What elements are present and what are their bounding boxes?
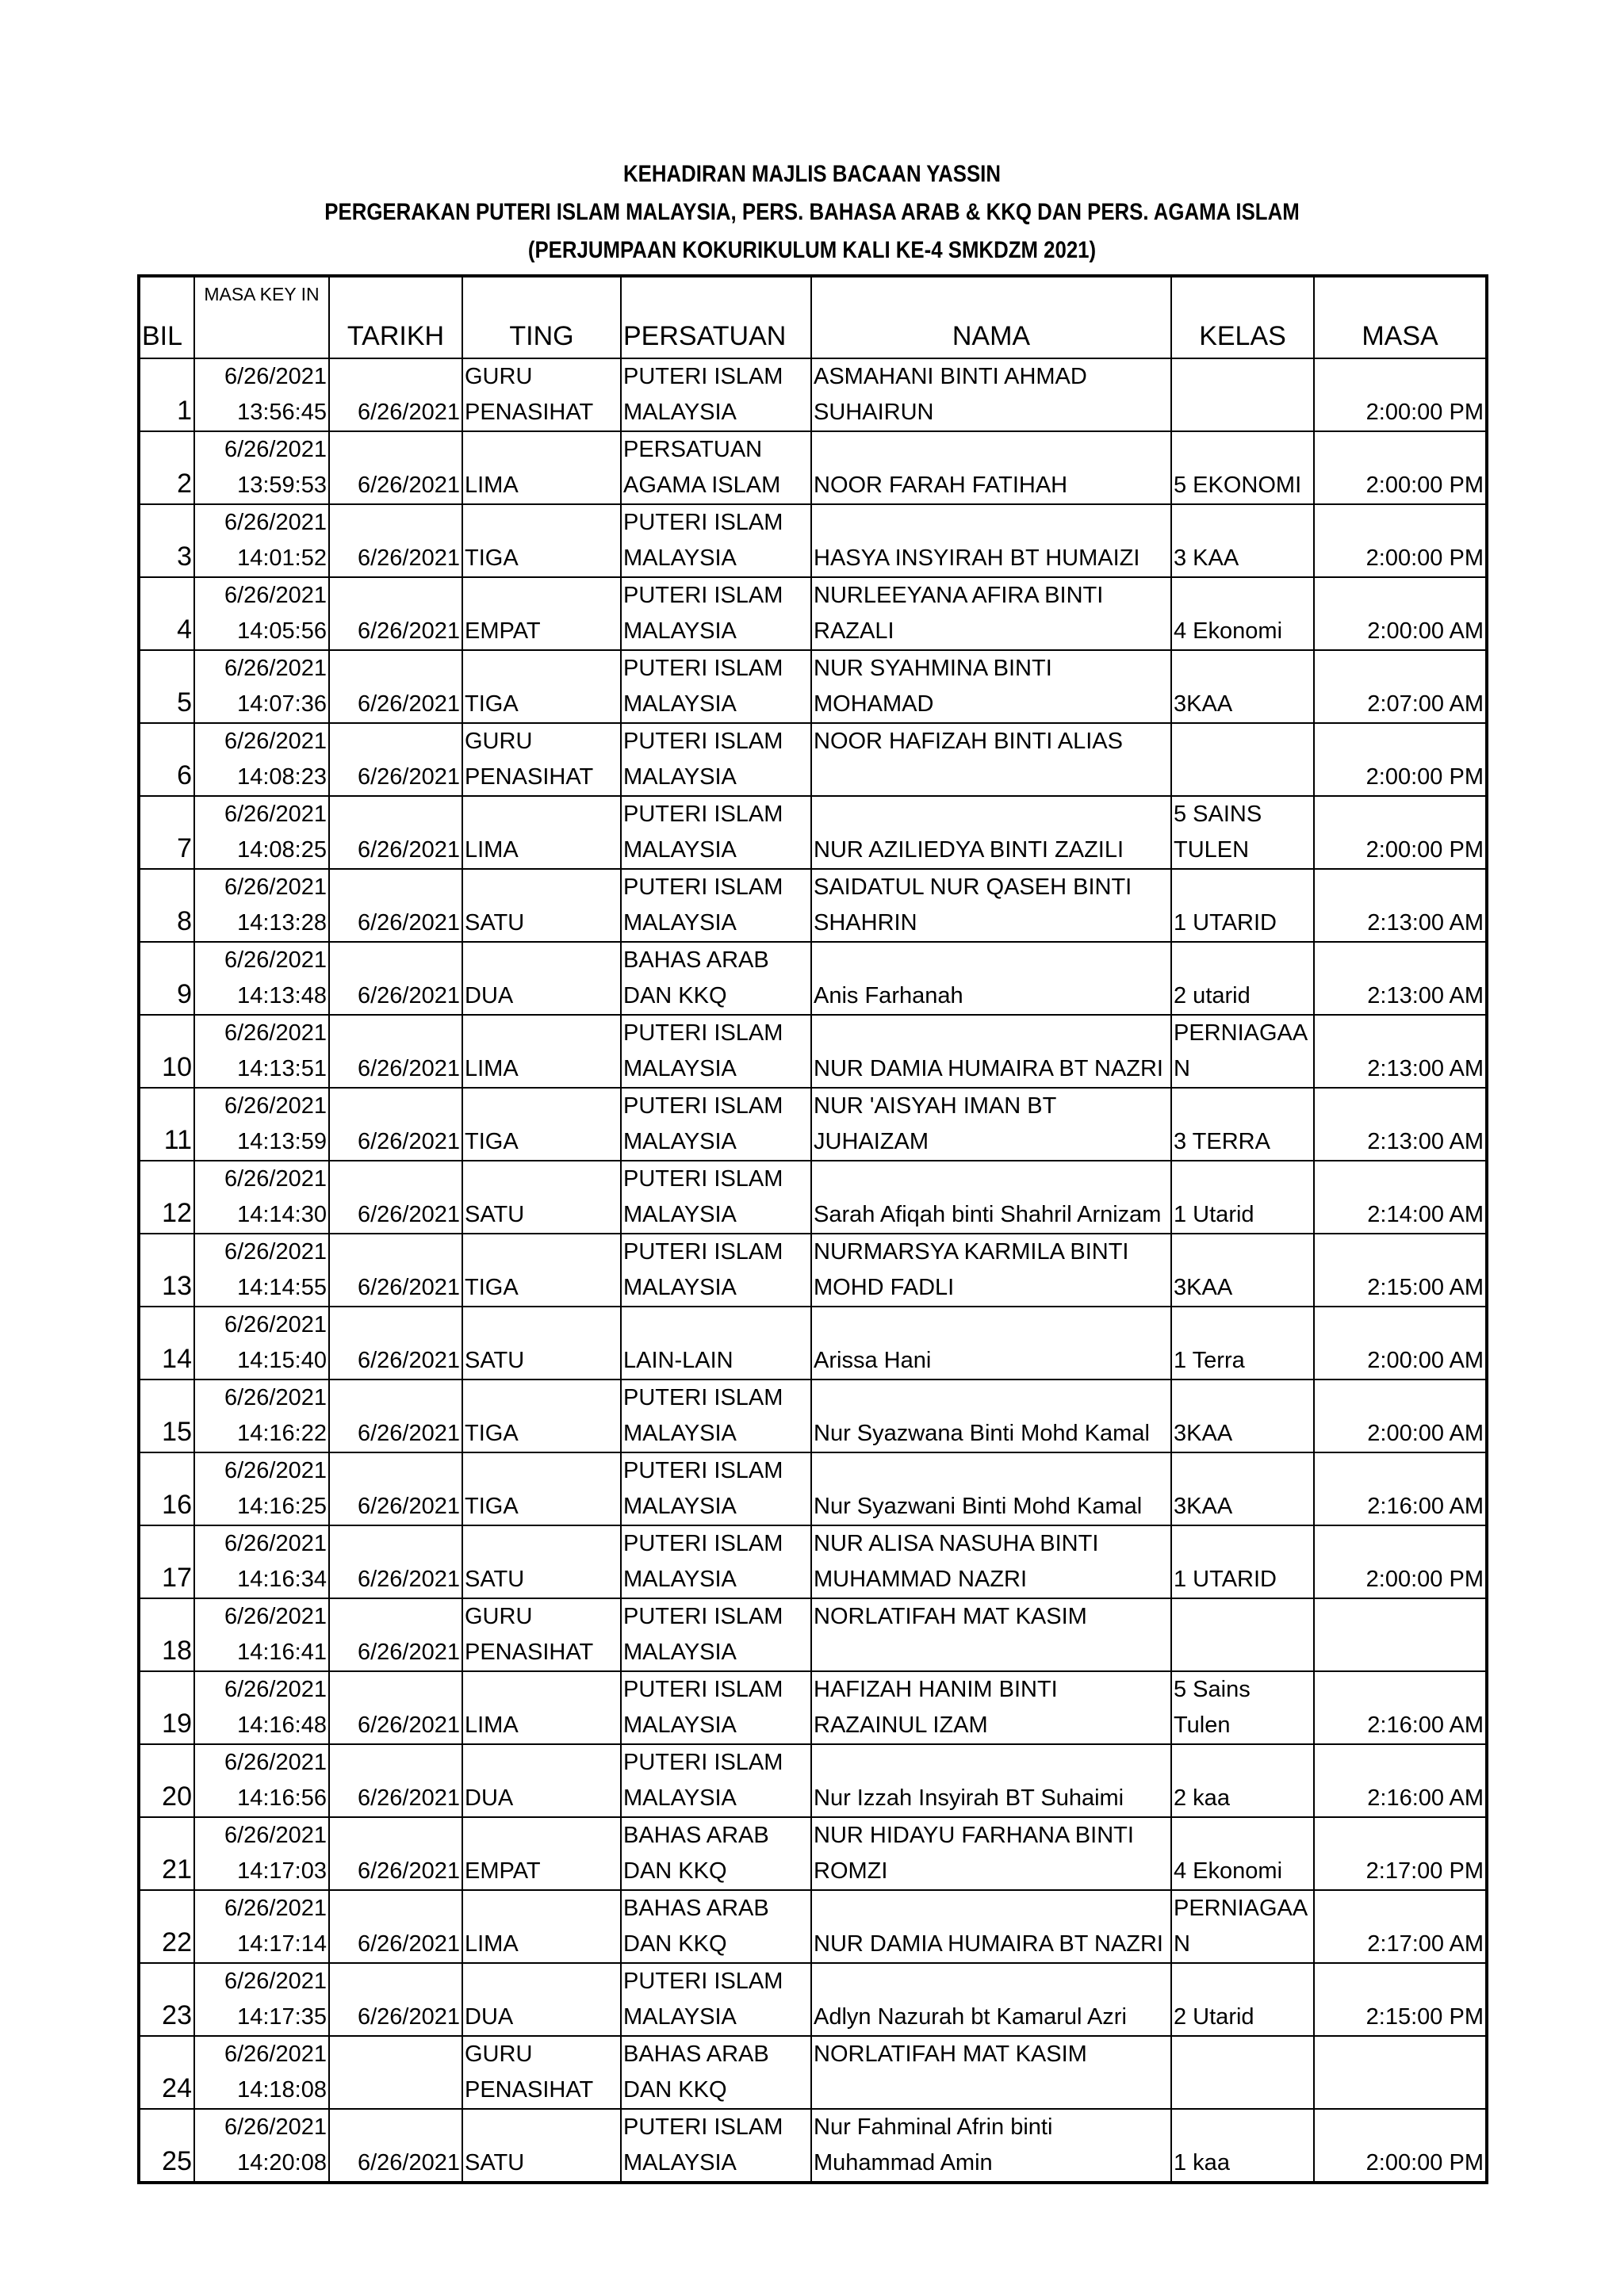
cell-masa-key-in: 6/26/2021 14:13:48 (194, 942, 329, 1015)
cell-nama: NUR HIDAYU FARHANA BINTI ROMZI (811, 1817, 1171, 1890)
cell-kelas: 3 KAA (1171, 504, 1314, 577)
cell-masa: 2:15:00 PM (1314, 1963, 1487, 2036)
cell-nama: Nur Syazwani Binti Mohd Kamal (811, 1452, 1171, 1525)
cell-tarikh: 6/26/2021 (329, 1380, 462, 1452)
header-row (139, 276, 1487, 358)
col-ting: TING (462, 276, 621, 358)
cell-tarikh: 6/26/2021 (329, 1963, 462, 2036)
cell-kelas: 3 TERRA (1171, 1088, 1314, 1161)
cell-ting: SATU (462, 869, 621, 942)
cell-persatuan: LAIN-LAIN (621, 1307, 811, 1380)
cell-ting: DUA (462, 1744, 621, 1817)
table-row (139, 1817, 1487, 1890)
table-row (139, 1525, 1487, 1598)
cell-persatuan: PUTERI ISLAM MALAYSIA (621, 1088, 811, 1161)
cell-persatuan: BAHAS ARAB DAN KKQ (621, 942, 811, 1015)
cell-bil: 8 (139, 869, 194, 942)
cell-masa-key-in: 6/26/2021 14:14:55 (194, 1234, 329, 1307)
cell-masa-key-in: 6/26/2021 14:05:56 (194, 577, 329, 650)
col-nama: NAMA (811, 276, 1171, 358)
cell-nama: Sarah Afiqah binti Shahril Arnizam (811, 1161, 1171, 1234)
cell-masa: 2:00:00 AM (1314, 1307, 1487, 1380)
cell-persatuan: BAHAS ARAB DAN KKQ (621, 1817, 811, 1890)
cell-nama: NOOR FARAH FATIHAH (811, 431, 1171, 504)
cell-tarikh: 6/26/2021 (329, 1671, 462, 1744)
cell-ting: LIMA (462, 796, 621, 869)
table-row (139, 942, 1487, 1015)
cell-kelas: 2 Utarid (1171, 1963, 1314, 2036)
table-row (139, 358, 1487, 431)
cell-ting: LIMA (462, 431, 621, 504)
cell-persatuan: PUTERI ISLAM MALAYSIA (621, 1234, 811, 1307)
title-line-2: PERGERAKAN PUTERI ISLAM MALAYSIA, PERS. BAHASA ARAB & KKQ DAN PERS. AGAMA ISLAM (324, 199, 1300, 225)
cell-nama: Nur Fahminal Afrin binti Muhammad Amin (811, 2109, 1171, 2183)
table-row (139, 1744, 1487, 1817)
cell-masa-key-in: 6/26/2021 14:18:08 (194, 2036, 329, 2109)
cell-bil: 15 (139, 1380, 194, 1452)
cell-kelas: 4 Ekonomi (1171, 1817, 1314, 1890)
table-row (139, 431, 1487, 504)
cell-masa-key-in: 6/26/2021 14:13:28 (194, 869, 329, 942)
cell-bil: 9 (139, 942, 194, 1015)
cell-masa: 2:17:00 AM (1314, 1890, 1487, 1963)
cell-ting: TIGA (462, 650, 621, 723)
cell-masa-key-in: 6/26/2021 14:17:14 (194, 1890, 329, 1963)
cell-bil: 4 (139, 577, 194, 650)
cell-nama: Nur Izzah Insyirah BT Suhaimi (811, 1744, 1171, 1817)
cell-nama: NUR ALISA NASUHA BINTI MUHAMMAD NAZRI (811, 1525, 1171, 1598)
cell-nama: Arissa Hani (811, 1307, 1171, 1380)
cell-masa: 2:00:00 PM (1314, 1525, 1487, 1598)
cell-masa (1314, 2036, 1487, 2109)
cell-ting: GURU PENASIHAT (462, 2036, 621, 2109)
cell-tarikh: 6/26/2021 (329, 723, 462, 796)
cell-bil: 12 (139, 1161, 194, 1234)
cell-masa: 2:16:00 AM (1314, 1671, 1487, 1744)
cell-nama: SAIDATUL NUR QASEH BINTI SHAHRIN (811, 869, 1171, 942)
cell-masa: 2:16:00 AM (1314, 1744, 1487, 1817)
cell-kelas: 3KAA (1171, 1234, 1314, 1307)
cell-masa (1314, 1598, 1487, 1671)
cell-nama: NURLEEYANA AFIRA BINTI RAZALI (811, 577, 1171, 650)
cell-tarikh: 6/26/2021 (329, 1598, 462, 1671)
cell-tarikh: 6/26/2021 (329, 431, 462, 504)
cell-ting: LIMA (462, 1671, 621, 1744)
cell-masa: 2:00:00 AM (1314, 577, 1487, 650)
cell-ting: DUA (462, 942, 621, 1015)
cell-kelas: 4 Ekonomi (1171, 577, 1314, 650)
cell-masa-key-in: 6/26/2021 14:16:56 (194, 1744, 329, 1817)
cell-nama: Anis Farhanah (811, 942, 1171, 1015)
cell-ting: LIMA (462, 1015, 621, 1088)
attendance-table (137, 274, 1488, 2184)
table-row (139, 1234, 1487, 1307)
cell-nama: NUR 'AISYAH IMAN BT JUHAIZAM (811, 1088, 1171, 1161)
cell-masa-key-in: 6/26/2021 14:13:51 (194, 1015, 329, 1088)
cell-kelas: 1 kaa (1171, 2109, 1314, 2183)
cell-bil: 10 (139, 1015, 194, 1088)
cell-ting: TIGA (462, 1234, 621, 1307)
cell-bil: 2 (139, 431, 194, 504)
cell-masa-key-in: 6/26/2021 14:08:23 (194, 723, 329, 796)
cell-bil: 5 (139, 650, 194, 723)
cell-nama: NORLATIFAH MAT KASIM (811, 2036, 1171, 2109)
cell-ting: SATU (462, 2109, 621, 2183)
cell-tarikh: 6/26/2021 (329, 358, 462, 431)
cell-bil: 23 (139, 1963, 194, 2036)
cell-persatuan: PERSATUAN AGAMA ISLAM (621, 431, 811, 504)
cell-masa: 2:00:00 AM (1314, 1380, 1487, 1452)
cell-ting: TIGA (462, 1088, 621, 1161)
cell-persatuan: PUTERI ISLAM MALAYSIA (621, 1015, 811, 1088)
cell-masa-key-in: 6/26/2021 14:14:30 (194, 1161, 329, 1234)
cell-ting: SATU (462, 1525, 621, 1598)
cell-kelas: PERNIAGAA N (1171, 1890, 1314, 1963)
cell-masa-key-in: 6/26/2021 14:16:41 (194, 1598, 329, 1671)
cell-tarikh: 6/26/2021 (329, 1015, 462, 1088)
cell-masa-key-in: 6/26/2021 14:20:08 (194, 2109, 329, 2183)
cell-masa-key-in: 6/26/2021 14:13:59 (194, 1088, 329, 1161)
table-row (139, 869, 1487, 942)
cell-masa: 2:13:00 AM (1314, 869, 1487, 942)
cell-nama: NURMARSYA KARMILA BINTI MOHD FADLI (811, 1234, 1171, 1307)
cell-tarikh: 6/26/2021 (329, 1161, 462, 1234)
cell-kelas (1171, 723, 1314, 796)
cell-tarikh: 6/26/2021 (329, 1525, 462, 1598)
table-row (139, 577, 1487, 650)
table-row (139, 1015, 1487, 1088)
cell-tarikh: 6/26/2021 (329, 942, 462, 1015)
cell-bil: 3 (139, 504, 194, 577)
cell-bil: 7 (139, 796, 194, 869)
cell-nama: NOOR HAFIZAH BINTI ALIAS (811, 723, 1171, 796)
document-title-block (0, 155, 1624, 270)
cell-bil: 14 (139, 1307, 194, 1380)
cell-bil: 16 (139, 1452, 194, 1525)
col-persatuan: PERSATUAN (621, 276, 811, 358)
cell-tarikh: 6/26/2021 (329, 1452, 462, 1525)
cell-masa: 2:17:00 PM (1314, 1817, 1487, 1890)
table-row (139, 1161, 1487, 1234)
cell-persatuan: PUTERI ISLAM MALAYSIA (621, 1671, 811, 1744)
cell-nama: NUR DAMIA HUMAIRA BT NAZRI (811, 1015, 1171, 1088)
cell-bil: 20 (139, 1744, 194, 1817)
cell-tarikh: 6/26/2021 (329, 1890, 462, 1963)
cell-masa: 2:00:00 PM (1314, 796, 1487, 869)
cell-masa: 2:00:00 PM (1314, 2109, 1487, 2183)
table-row (139, 1452, 1487, 1525)
cell-kelas: PERNIAGAA N (1171, 1015, 1314, 1088)
cell-bil: 25 (139, 2109, 194, 2183)
cell-persatuan: PUTERI ISLAM MALAYSIA (621, 1161, 811, 1234)
cell-ting: GURU PENASIHAT (462, 358, 621, 431)
table-row (139, 1671, 1487, 1744)
cell-tarikh: 6/26/2021 (329, 577, 462, 650)
cell-bil: 24 (139, 2036, 194, 2109)
cell-tarikh: 6/26/2021 (329, 1307, 462, 1380)
cell-persatuan: BAHAS ARAB DAN KKQ (621, 1890, 811, 1963)
cell-masa-key-in: 6/26/2021 14:07:36 (194, 650, 329, 723)
cell-kelas: 1 UTARID (1171, 869, 1314, 942)
cell-masa: 2:13:00 AM (1314, 1088, 1487, 1161)
cell-nama: NORLATIFAH MAT KASIM (811, 1598, 1171, 1671)
cell-kelas (1171, 1598, 1314, 1671)
table-row (139, 650, 1487, 723)
cell-masa-key-in: 6/26/2021 14:08:25 (194, 796, 329, 869)
cell-masa-key-in: 6/26/2021 14:15:40 (194, 1307, 329, 1380)
cell-ting: TIGA (462, 1380, 621, 1452)
cell-kelas: 5 Sains Tulen (1171, 1671, 1314, 1744)
cell-masa-key-in: 6/26/2021 14:17:03 (194, 1817, 329, 1890)
table-row (139, 723, 1487, 796)
cell-kelas: 2 kaa (1171, 1744, 1314, 1817)
cell-masa-key-in: 6/26/2021 13:59:53 (194, 431, 329, 504)
cell-masa: 2:00:00 PM (1314, 431, 1487, 504)
cell-ting: TIGA (462, 504, 621, 577)
cell-masa: 2:15:00 AM (1314, 1234, 1487, 1307)
cell-tarikh: 6/26/2021 (329, 1744, 462, 1817)
cell-tarikh: 6/26/2021 (329, 650, 462, 723)
cell-ting: SATU (462, 1307, 621, 1380)
cell-persatuan: PUTERI ISLAM MALAYSIA (621, 650, 811, 723)
cell-tarikh: 6/26/2021 (329, 869, 462, 942)
table-row (139, 1307, 1487, 1380)
cell-persatuan: PUTERI ISLAM MALAYSIA (621, 1380, 811, 1452)
cell-bil: 13 (139, 1234, 194, 1307)
cell-masa-key-in: 6/26/2021 13:56:45 (194, 358, 329, 431)
cell-masa: 2:07:00 AM (1314, 650, 1487, 723)
cell-ting: TIGA (462, 1452, 621, 1525)
cell-tarikh: 6/26/2021 (329, 1817, 462, 1890)
cell-ting: GURU PENASIHAT (462, 1598, 621, 1671)
cell-nama: NUR DAMIA HUMAIRA BT NAZRI (811, 1890, 1171, 1963)
col-masa: MASA (1314, 276, 1487, 358)
cell-kelas: 5 EKONOMI (1171, 431, 1314, 504)
cell-kelas: 1 UTARID (1171, 1525, 1314, 1598)
cell-persatuan: PUTERI ISLAM MALAYSIA (621, 358, 811, 431)
cell-ting: LIMA (462, 1890, 621, 1963)
cell-masa-key-in: 6/26/2021 14:16:34 (194, 1525, 329, 1598)
cell-kelas: 2 utarid (1171, 942, 1314, 1015)
cell-ting: EMPAT (462, 577, 621, 650)
cell-persatuan: PUTERI ISLAM MALAYSIA (621, 1963, 811, 2036)
cell-nama: Nur Syazwana Binti Mohd Kamal (811, 1380, 1171, 1452)
cell-persatuan: PUTERI ISLAM MALAYSIA (621, 1598, 811, 1671)
table-row (139, 1380, 1487, 1452)
cell-persatuan: PUTERI ISLAM MALAYSIA (621, 796, 811, 869)
table-row (139, 1598, 1487, 1671)
cell-tarikh: 6/26/2021 (329, 796, 462, 869)
cell-tarikh: 6/26/2021 (329, 504, 462, 577)
cell-masa: 2:00:00 PM (1314, 723, 1487, 796)
col-masa-key-in: MASA KEY IN (194, 276, 329, 358)
cell-masa-key-in: 6/26/2021 14:16:48 (194, 1671, 329, 1744)
cell-bil: 19 (139, 1671, 194, 1744)
cell-persatuan: BAHAS ARAB DAN KKQ (621, 2036, 811, 2109)
cell-persatuan: PUTERI ISLAM MALAYSIA (621, 723, 811, 796)
cell-nama: Adlyn Nazurah bt Kamarul Azri (811, 1963, 1171, 2036)
cell-masa-key-in: 6/26/2021 14:16:22 (194, 1380, 329, 1452)
cell-masa-key-in: 6/26/2021 14:17:35 (194, 1963, 329, 2036)
cell-tarikh: 6/26/2021 (329, 1234, 462, 1307)
table-row (139, 2109, 1487, 2183)
cell-bil: 17 (139, 1525, 194, 1598)
cell-ting: GURU PENASIHAT (462, 723, 621, 796)
cell-kelas: 3KAA (1171, 650, 1314, 723)
cell-masa-key-in: 6/26/2021 14:16:25 (194, 1452, 329, 1525)
cell-bil: 11 (139, 1088, 194, 1161)
cell-bil: 6 (139, 723, 194, 796)
title-line-1: KEHADIRAN MAJLIS BACAAN YASSIN (623, 161, 1001, 187)
cell-bil: 21 (139, 1817, 194, 1890)
col-kelas: KELAS (1171, 276, 1314, 358)
cell-bil: 22 (139, 1890, 194, 1963)
cell-masa: 2:13:00 AM (1314, 1015, 1487, 1088)
cell-kelas: 5 SAINS TULEN (1171, 796, 1314, 869)
cell-bil: 1 (139, 358, 194, 431)
cell-persatuan: PUTERI ISLAM MALAYSIA (621, 504, 811, 577)
cell-kelas: 3KAA (1171, 1452, 1314, 1525)
cell-nama: NUR SYAHMINA BINTI MOHAMAD (811, 650, 1171, 723)
cell-tarikh (329, 2036, 462, 2109)
cell-masa: 2:00:00 PM (1314, 358, 1487, 431)
cell-kelas: 1 Utarid (1171, 1161, 1314, 1234)
cell-persatuan: PUTERI ISLAM MALAYSIA (621, 2109, 811, 2183)
cell-masa: 2:16:00 AM (1314, 1452, 1487, 1525)
table-row (139, 1088, 1487, 1161)
cell-kelas (1171, 358, 1314, 431)
cell-persatuan: PUTERI ISLAM MALAYSIA (621, 869, 811, 942)
table-row (139, 1963, 1487, 2036)
cell-nama: NUR AZILIEDYA BINTI ZAZILI (811, 796, 1171, 869)
cell-persatuan: PUTERI ISLAM MALAYSIA (621, 1525, 811, 1598)
cell-ting: EMPAT (462, 1817, 621, 1890)
cell-bil: 18 (139, 1598, 194, 1671)
col-tarikh: TARIKH (329, 276, 462, 358)
cell-kelas: 3KAA (1171, 1380, 1314, 1452)
cell-nama: ASMAHANI BINTI AHMAD SUHAIRUN (811, 358, 1171, 431)
cell-kelas: 1 Terra (1171, 1307, 1314, 1380)
title-line-3: (PERJUMPAAN KOKURIKULUM KALI KE-4 SMKDZM 2021) (527, 237, 1097, 263)
col-bil: BIL (139, 276, 194, 358)
cell-masa-key-in: 6/26/2021 14:01:52 (194, 504, 329, 577)
table-row (139, 2036, 1487, 2109)
table-row (139, 1890, 1487, 1963)
table-row (139, 504, 1487, 577)
cell-masa: 2:00:00 PM (1314, 504, 1487, 577)
cell-nama: HAFIZAH HANIM BINTI RAZAINUL IZAM (811, 1671, 1171, 1744)
table-row (139, 796, 1487, 869)
cell-persatuan: PUTERI ISLAM MALAYSIA (621, 1452, 811, 1525)
cell-masa: 2:14:00 AM (1314, 1161, 1487, 1234)
cell-kelas (1171, 2036, 1314, 2109)
cell-nama: HASYA INSYIRAH BT HUMAIZI (811, 504, 1171, 577)
cell-ting: DUA (462, 1963, 621, 2036)
cell-persatuan: PUTERI ISLAM MALAYSIA (621, 577, 811, 650)
cell-masa: 2:13:00 AM (1314, 942, 1487, 1015)
cell-tarikh: 6/26/2021 (329, 1088, 462, 1161)
cell-persatuan: PUTERI ISLAM MALAYSIA (621, 1744, 811, 1817)
cell-ting: SATU (462, 1161, 621, 1234)
cell-tarikh: 6/26/2021 (329, 2109, 462, 2183)
